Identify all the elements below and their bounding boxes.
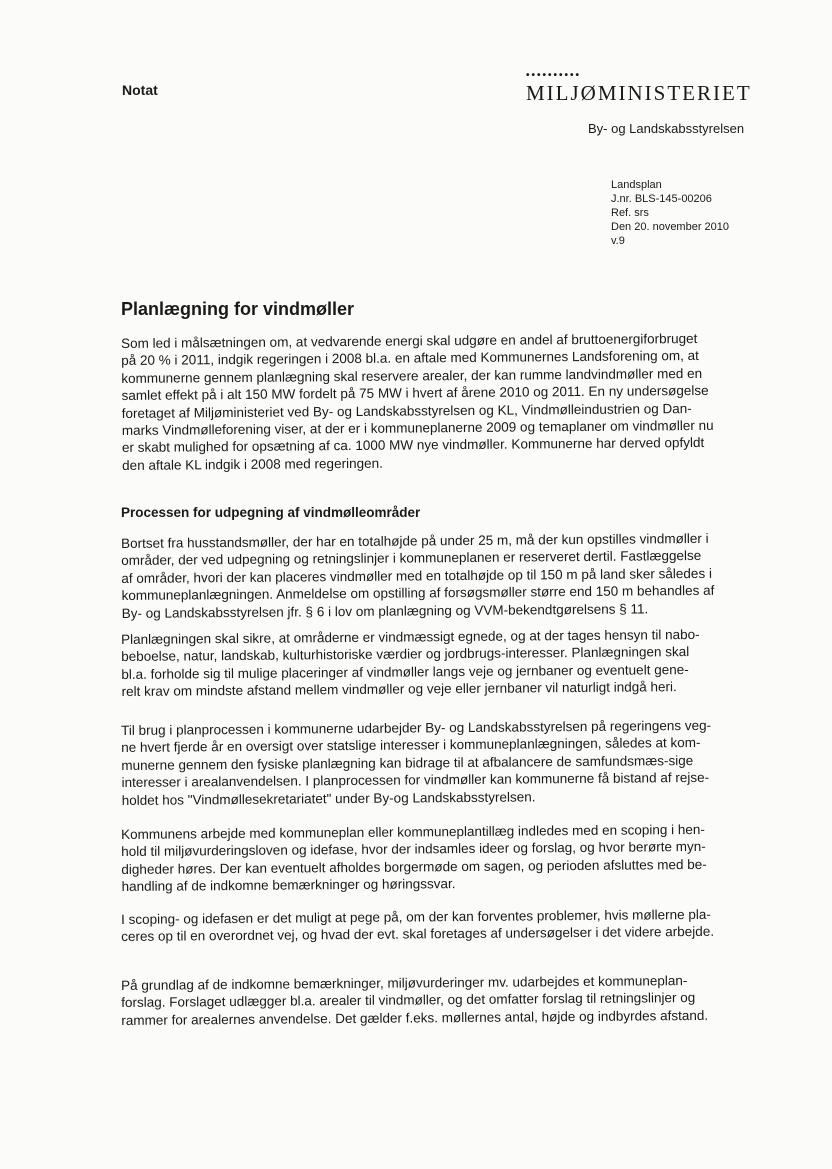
intro-paragraph [121, 329, 770, 474]
text-line: bl.a. forholde sig til mulige placeringer af vindmøller langs veje og jernbaner og eventuelt gene- [121, 661, 689, 682]
body-paragraph [121, 625, 770, 700]
text-line: rammer for arealernes anvendelse. Det gælder f.eks. møllernes antal, højde og indbyrdes afstand. [121, 1007, 709, 1028]
text-line: digheder høres. Der kan eventuelt afholdes borgermøde om sagen, og perioden afsluttes med be- [121, 856, 707, 877]
meta-version: v.9 [611, 235, 625, 247]
text-line: By- og Landskabsstyrelsen jfr. § 6 i lov om planlægning og VVM-bekendtgørelsens § 11. [121, 601, 649, 621]
text-line: af områder, hvori der kan placeres vindmøller med en totalhøjde op til 150 m på land sker således i [121, 565, 712, 586]
meta-journal-number: J.nr. BLS-145-00206 [611, 193, 712, 205]
text-line: områder, der ved udpegning og retningslinjer i kommuneplanen er reserveret dertil. Fastlæggelse [121, 548, 702, 569]
text-line: den aftale KL indgik i 2008 med regeringen. [122, 455, 383, 473]
text-line: på 20 % i 2011, indgik regeringen i 2008 bl.a. en aftale med Kommunernes Landsforening om, at [121, 348, 699, 369]
meta-department: Landsplan [611, 179, 662, 191]
body-paragraph [121, 971, 769, 1029]
text-line: kommunerne gennem planlægning skal reservere arealer, der kan rumme landvindmøller med en [121, 365, 703, 386]
text-line: forslag. Forslaget udlægger bl.a. arealer til vindmøller, og det omfatter forslag til retningslinjer og [121, 990, 696, 1011]
text-line: Planlægningen skal sikre, at områderne er vindmæssigt egnede, og at der tages hensyn til nabo- [121, 626, 700, 647]
text-line: munerne gennem den fysiske planlægning kan bidrage til at afbalancere de samfundsmæs-sige [121, 752, 694, 773]
document-type-label: Notat [122, 82, 158, 98]
text-line: ceres op til en overordnet vej, og hvad der evt. skal foretages af undersøgelser i det videre arbejde. [121, 924, 715, 945]
meta-reference: Ref. srs [611, 207, 649, 219]
body-paragraph [121, 905, 769, 945]
text-line: interesser i arealanvendelsen. I planprocessen for vindmøller kan kommunerne få bistand af rejse- [121, 770, 710, 791]
text-line: hold til miljøvurderingsloven og idefase, hvor der indsamles ideer og forslag, og hvor berørte myn- [121, 839, 706, 860]
text-line: er skabt mulighed for opsætning af ca. 1000 MW nye vindmøller. Kommunerne har derved opfyldt [121, 435, 705, 456]
agency-name: By- og Landskabsstyrelsen [588, 121, 745, 136]
text-line: marks Vindmølleforening viser, at der er i kommuneplanerne 2009 og temaplaner om vindmøller nu [121, 417, 714, 439]
text-line: Kommunens arbejde med kommuneplan eller kommuneplantillæg indledes med en scoping i hen- [121, 821, 705, 842]
text-line: I scoping- og idefasen er det muligt at pege på, om der kan forventes problemer, hvis møllerne pla- [121, 906, 711, 927]
text-line: holdet hos "Vindmøllesekretariatet" under By-og Landskabsstyrelsen. [121, 789, 536, 808]
text-line: På grundlag af de indkomne bemærkninger, miljøvurderinger mv. udarbejdes et kommuneplan- [121, 973, 688, 993]
ministry-name: MILJØMINISTERIET [526, 81, 752, 105]
text-line: kommuneplanlægningen. Anmeldelse om opstilling af forsøgsmøller større end 150 m behandles af [121, 583, 715, 604]
text-line: Til brug i planprocessen i kommunerne udarbejder By- og Landskabsstyrelsen på regeringens veg- [121, 717, 712, 738]
text-line: Som led i målsætningen om, at vedvarende energi skal udgøre en andel af bruttoenergiforbruget [121, 330, 698, 351]
text-line: samlet effekt på i alt 150 MW fordelt på 75 MW i hvert af årene 2010 og 2011. En ny undersøgelse [121, 383, 709, 404]
text-line: handling af de indkomne bemærkninger og høringssvar. [121, 876, 456, 895]
text-line: relt krav om mindste afstand mellem vindmøller og veje eller jernbaner vil naturligt indgå heri. [121, 679, 677, 700]
text-line: beboelse, natur, landskab, kulturhistoriske værdier og jordbrugs-interesser. Planlægningen skal [121, 644, 690, 665]
logo-dots: •••••••••• [526, 70, 582, 81]
ministry-logo [526, 72, 758, 104]
body-paragraph [121, 820, 770, 895]
text-line: ne hvert fjerde år en oversigt over statslige interesser i kommuneplanlægningen, således at kom- [121, 735, 701, 756]
reference-block [611, 178, 729, 248]
page-title: Planlægning for vindmøller [121, 299, 355, 319]
text-line: Bortset fra husstandsmøller, der har en totalhøjde på under 25 m, må der kun opstilles vindmøller i [121, 530, 709, 551]
body-paragraph [121, 716, 770, 809]
meta-date: Den 20. november 2010 [611, 221, 730, 233]
section-heading: Processen for udpegning af vindmølleområder [121, 505, 421, 520]
body-paragraph [121, 529, 770, 622]
text-line: foretaget af Miljøministeriet ved By- og Landskabsstyrelsen og KL, Vindmølleindustrien og Dan- [121, 400, 692, 421]
